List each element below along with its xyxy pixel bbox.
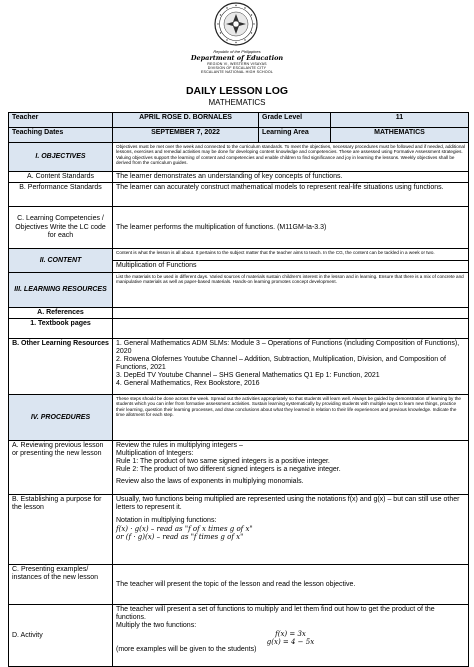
objectives-note: Objectives must be met over the week and connected to the curriculum standards. To meet the objectives, necessary procedures must be followed and if needed, additional lessons, exercises and remedial activities may be done for developing content knowledge and competencies. These are assessed using Formative Assessment strategies. Valuing objectives support the learning of content and competencies and enable children to find significance and joy in learning the lessons. Weekly objectives shall be derived from the curriculum guides.: [113, 143, 469, 172]
competencies-row: [9, 207, 469, 249]
objectives-heading: I. OBJECTIVES: [9, 143, 113, 172]
document-title: DAILY LESSON LOG: [185, 85, 289, 97]
review-line: Rule 1: The product of two same signed integers is a positive integer.: [116, 458, 330, 466]
purpose-row: [9, 495, 469, 565]
other-resources-list: [113, 339, 469, 395]
review-row: [9, 441, 469, 495]
examples-content: The teacher will present the topic of the lesson and read the lesson objective.: [113, 565, 469, 605]
dates-row: [9, 128, 469, 143]
resources-row: [9, 273, 469, 308]
resource-item: 4. General Mathematics, Rex Bookstore, 2016: [116, 380, 260, 388]
review-line: Review the rules in multiplying integers –: [116, 442, 243, 450]
grade-level-label: Grade Level: [259, 113, 331, 128]
performance-standards-label: B. Performance Standards: [9, 183, 113, 207]
teacher-row: [9, 113, 469, 128]
examples-label: C. Presenting examples/ instances of the new lesson: [9, 565, 113, 605]
teacher-label: Teacher: [9, 113, 113, 128]
notation-formula: f(x) · g(x) – read as "f of x times g of x": [116, 525, 253, 534]
procedures-heading: IV. PROCEDURES: [9, 395, 113, 441]
content-standards-label: A. Content Standards: [9, 172, 113, 183]
grade-level-value: 11: [331, 113, 469, 128]
content-note-row: [9, 249, 469, 261]
republic-line: Republic of the Philippines: [213, 49, 261, 54]
purpose-content: [113, 495, 469, 565]
review-label: A. Reviewing previous lesson or presenting the new lesson: [9, 441, 113, 495]
textbook-pages-label: 1. Textbook pages: [9, 319, 113, 339]
resources-heading: III. LEARNING RESOURCES: [9, 273, 113, 308]
teaching-date-value: SEPTEMBER 7, 2022: [113, 128, 259, 143]
textbook-pages-value: [113, 319, 469, 339]
teaching-dates-label: Teaching Dates: [9, 128, 113, 143]
purpose-line: Usually, two functions being multiplied are represented using the notations f(x) and g(x) – but can still use other letters to represent it.: [116, 496, 460, 512]
review-line: Review also the laws of exponents in multiplying monomials.: [116, 478, 304, 486]
content-standards-value: The learner demonstrates an understanding of key concepts of functions.: [113, 172, 469, 183]
activity-row: [9, 605, 469, 667]
lesson-log-table: [8, 112, 469, 667]
resource-item: 3. DepEd TV Youtube Channel – SHS General Mathematics Q1 Ep 1: Function, 2021: [116, 372, 380, 380]
activity-line: (more examples will be given to the students): [116, 646, 257, 654]
learning-area-label: Learning Area: [259, 128, 331, 143]
review-content: [113, 441, 469, 495]
references-value: [113, 308, 469, 319]
performance-standards-row: [9, 183, 469, 207]
purpose-line: Notation in multiplying functions:: [116, 517, 217, 525]
references-row: [9, 308, 469, 319]
region-line: REGION VI, WESTERN VISAYAS: [207, 62, 267, 66]
department-line: Department of Education: [190, 54, 284, 62]
objectives-row: [9, 143, 469, 172]
content-heading: II. CONTENT: [9, 249, 113, 273]
procedures-row: [9, 395, 469, 441]
school-line: ESCALANTE NATIONAL HIGH SCHOOL: [200, 70, 274, 74]
activity-label: D. Activity: [9, 605, 113, 667]
activity-line: Multiply the two functions:: [116, 622, 197, 630]
review-line: Rule 2: The product of two different signed integers is a negative integer.: [116, 466, 341, 474]
function-formula: f(x) = 3x: [275, 630, 306, 639]
function-formula: g(x) = 4 − 5x: [266, 638, 315, 647]
competencies-value: The learner performs the multiplication of functions. (M11GM-Ia-3.3): [113, 207, 469, 249]
resource-item: 2. Rowena Olofernes Youtube Channel – Addition, Subtraction, Multiplication, Division, and Composition of Functions, 2021: [116, 356, 446, 372]
performance-standards-value: The learner can accurately construct mathematical models to represent real-life situations using functions.: [113, 183, 469, 207]
other-resources-label: B. Other Learning Resources: [9, 339, 113, 395]
activity-content: [113, 605, 469, 667]
purpose-label: B. Establishing a purpose for the lesson: [9, 495, 113, 565]
deped-seal-logo: [214, 2, 258, 46]
other-resources-row: [9, 339, 469, 395]
content-value: Multiplication of Functions: [113, 261, 469, 273]
references-label: A. References: [9, 308, 113, 319]
notation-formula: or (f · g)(x) – read as "f times g of x": [116, 533, 244, 542]
learning-area-value: MATHEMATICS: [331, 128, 469, 143]
document-subject: MATHEMATICS: [208, 98, 266, 107]
resources-note: List the materials to be used in different days. Varied sources of materials sustain children's interest in the lesson and in learning. Ensure that there is a mix of concrete and manipulative materials as well as paper-based materials. Hands-on learning promotes concept development.: [113, 273, 469, 308]
examples-row: [9, 565, 469, 605]
competencies-label: C. Learning Competencies / Objectives Write the LC code for each: [9, 207, 113, 249]
content-standards-row: [9, 172, 469, 183]
content-note: Content is what the lesson is all about. It pertains to the subject matter that the teacher aims to teach. In the CG, the content can be tackled in a week or two.: [113, 249, 469, 261]
activity-line: The teacher will present a set of functions to multiply and let them find out how to get the product of the functions.: [116, 606, 435, 622]
teacher-name: APRIL ROSE D. BORNALES: [113, 113, 259, 128]
textbook-row: [9, 319, 469, 339]
review-line: Multiplication of Integers:: [116, 450, 194, 458]
division-line: DIVISION OF ESCALANTE CITY: [207, 66, 267, 70]
resource-item: 1. General Mathematics ADM SLMs: Module 3 – Operations of Functions (including Composition of Functions), 2020: [116, 340, 460, 356]
procedures-note: These steps should be done across the week. Spread out the activities appropriately so that students will learn well. Always be guided by demonstration of learning by the students which you can infer from formative assessment activities. Sustain learning systematically by providing students with multiple ways to learn new things, practice their learning, question their learning processes, and draw conclusions about what they learned in relation to their life experiences and previous knowledge. Indicate the time allotment for each step.: [113, 395, 469, 441]
